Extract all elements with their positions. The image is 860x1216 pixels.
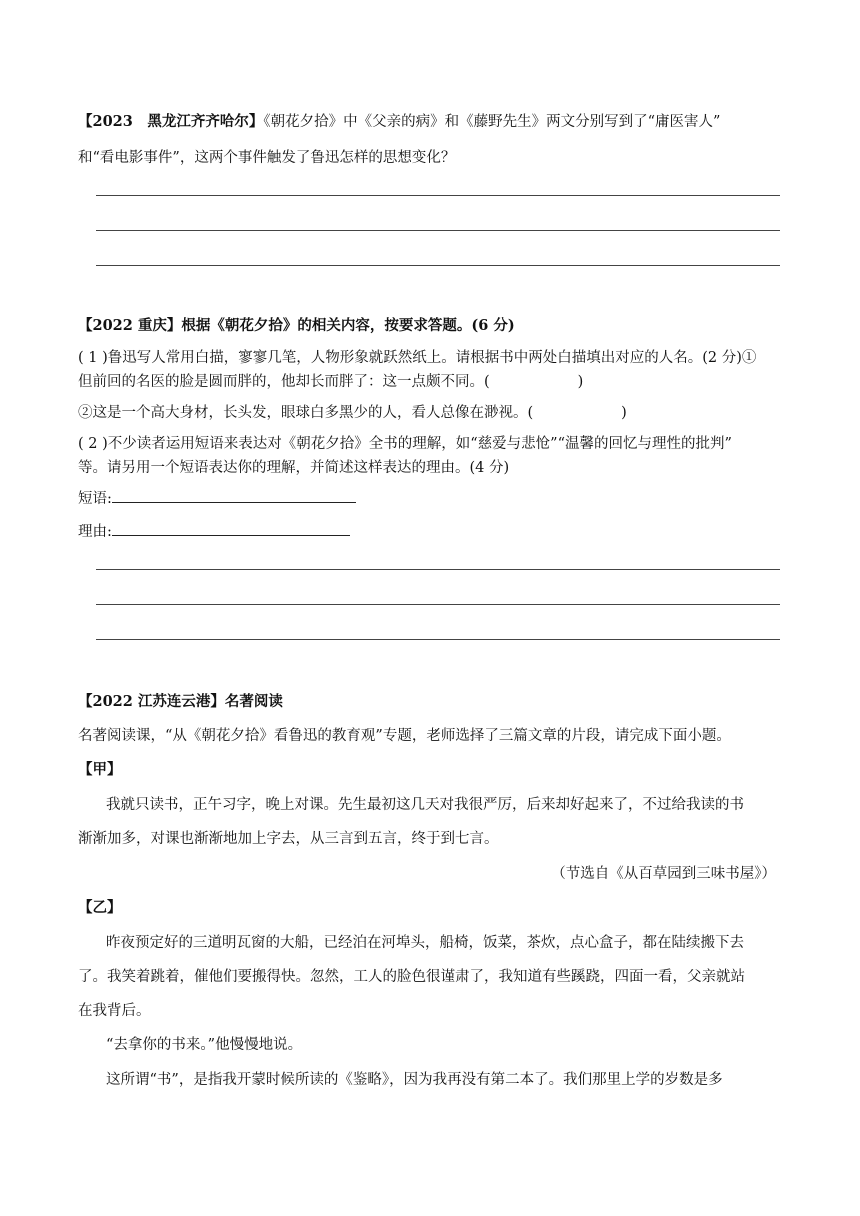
answer-line[interactable]: [96, 569, 780, 570]
q1-line-2: 和“看电影事件”，这两个事件触发了鲁迅怎样的思想变化？: [78, 150, 456, 166]
answer-line[interactable]: [96, 604, 780, 605]
q2-part1-sentence-1: 但前回的名医的脸是圆而胖的，他却长而胖了：这一点颇不同。(: [78, 374, 490, 390]
q2-part2-line-1: ( 2 )不少读者运用短语来表达对《朝花夕拾》全书的理解，如“慈爱与悲怆”“温馨的回忆与理性的批判”: [78, 436, 732, 452]
q2-part1-line-3: [78, 401, 627, 422]
passage-jia-line-1: 我就只读书，正午习字，晚上对课。先生最初这几天对我很严厉，后来却好起来了，不过给我读的书: [106, 797, 744, 813]
passage-yi-line-4: “去拿你的书来。”他慢慢地说。: [106, 1037, 303, 1053]
passage-jia-label: 【甲】: [78, 761, 122, 778]
answer-line[interactable]: [96, 265, 780, 266]
q3-intro: 名著阅读课，“从《朝花夕拾》看鲁迅的教育观”专题，老师选择了三篇文章的片段，请完成下面小题。: [78, 728, 731, 744]
passage-yi-line-1: 昨夜预定好的三道明瓦窗的大船，已经泊在河埠头，船椅，饭菜，茶炊，点心盒子，都在陆续搬下去: [106, 935, 744, 951]
paren-close: ): [621, 405, 627, 421]
reason-row: [78, 520, 350, 541]
answer-line[interactable]: [96, 195, 780, 196]
q1-line-1-text: 《朝花夕拾》中《父亲的病》和《藤野先生》两文分别写到了“庸医害人”: [263, 114, 721, 130]
paren-close: ): [577, 374, 584, 390]
phrase-row: [78, 487, 356, 508]
q1-line-1: [78, 110, 720, 131]
reason-label: 理由:: [78, 524, 112, 540]
phrase-label: 短语:: [78, 491, 112, 507]
passage-yi-line-5: 这所谓“书”，是指我开蒙时候所读的《鉴略》，因为我再没有第二本了。我们那里上学的岁数是多: [106, 1072, 723, 1088]
q2-part1-line-1: ( 1 )鲁迅写人常用白描，寥寥几笔，人物形象就跃然纸上。请根据书中两处白描填出对应的人名。(2 分)①: [78, 350, 757, 366]
q1-tag: 【2023 黑龙江齐齐哈尔】: [78, 113, 264, 130]
passage-jia-source: （节选自《从百草园到三味书屋》）: [551, 866, 776, 882]
passage-yi-line-2: 了。我笑着跳着，催他们要搬得快。忽然，工人的脸色很谨肃了，我知道有些蹊跷，四面一看，父亲就站: [78, 969, 745, 985]
q3-title: 【2022 江苏连云港】名著阅读: [78, 693, 283, 710]
q2-part2-line-2: 等。请另用一个短语表达你的理解，并简述这样表达的理由。(4 分): [78, 460, 510, 476]
passage-yi-line-3: 在我背后。: [78, 1003, 151, 1019]
answer-line[interactable]: [96, 230, 780, 231]
q2-part1-line-2: [78, 370, 583, 391]
passage-yi-label: 【乙】: [78, 899, 122, 916]
passage-jia-line-2: 渐渐加多，对课也渐渐地加上字去，从三言到五言，终于到七言。: [78, 831, 499, 847]
phrase-blank[interactable]: [112, 488, 356, 503]
reason-blank[interactable]: [112, 521, 350, 536]
q2-title: 【2022 重庆】根据《朝花夕拾》的相关内容，按要求答题。(6 分): [78, 317, 515, 334]
q2-part1-sentence-2: ②这是一个高大身材，长头发，眼球白多黑少的人，看人总像在渺视。(: [78, 405, 534, 421]
answer-line[interactable]: [96, 639, 780, 640]
